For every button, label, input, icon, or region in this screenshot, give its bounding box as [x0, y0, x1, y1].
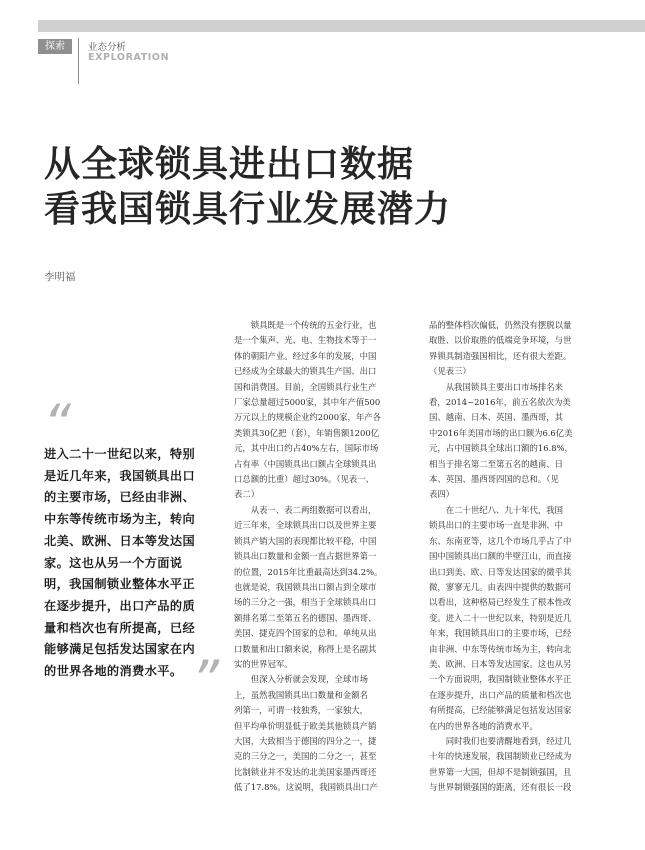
body-line: 中2016年美国市场的出口额为6.6亿美 [429, 427, 573, 438]
close-quote-icon: ” [191, 649, 213, 712]
title-line-1: 从全球锁具进出口数据 [44, 143, 415, 185]
body-line: 大国，大致相当于德国的四分之一，捷 [234, 735, 377, 746]
body-line: 万元以上的规模企业约2000家，年产各 [234, 412, 381, 423]
body-column-2 [429, 318, 606, 796]
body-line: 口数量和出口额来说，称得上是名副其 [234, 643, 377, 654]
pull-quote [44, 444, 222, 683]
body-line: （见表三） [429, 366, 471, 377]
body-line: 国和消费国。目前，全国锁具行业生产 [234, 381, 377, 392]
body-line: 额排名第二至第五名的德国、墨西哥、 [234, 612, 377, 623]
pull-quote-line: 明，我国制锁业整体水平正 [44, 577, 196, 592]
body-line: 微，寥寥无几。由表四中提供的数据可 [429, 581, 572, 592]
body-line: 锁具既是一个传统的五金行业，也 [234, 320, 377, 330]
body-line: 体的朝阳产业。经过多年的发展，中国 [234, 350, 377, 361]
body-line: 的位置，2015年比重最高达到34.2%。 [234, 566, 383, 577]
body-line: 低了17.8%。这说明，我国锁具出口产 [234, 782, 378, 793]
body-line: 国、越南、日本、英国、墨西哥，其 [429, 412, 563, 423]
article-title [44, 142, 624, 232]
header-divider [78, 38, 79, 84]
body-line: 表四） [429, 489, 455, 500]
body-line: 已经成为全球最大的锁具生产国、出口 [234, 366, 377, 377]
body-line: 元，其中出口约占40%左右，国际市场 [234, 443, 379, 454]
body-line: 但平均单价明显低于欧美其他锁具产销 [234, 720, 377, 731]
body-line: 与世界制锁强国的距离，还有很长一段 [429, 782, 572, 793]
pull-quote-line: 是近几年来，我国锁具出口 [44, 468, 196, 483]
body-line: 国中国锁具出口额的半壁江山，而直接 [429, 551, 572, 562]
body-line: 从我国锁具主要出口市场排名来 [429, 381, 563, 392]
body-line: 出口到美、欧、日等发达国家的微乎其 [429, 566, 572, 577]
pull-quote-line: 量和档次也有所提高，已经 [44, 620, 196, 635]
body-line: 锁具出口数量和金额一直占据世界第一 [234, 551, 377, 562]
body-line: 相当于排名第二至第五名的越南、日 [429, 458, 563, 469]
body-line: 类锁具30亿把（套），年销售额1200亿 [234, 427, 380, 438]
body-line: 美、欧洲、日本等发达国家。这也从另 [429, 658, 572, 669]
body-line: 品的整体档次偏低，仍然没有摆脱以量 [429, 320, 572, 330]
body-line: 上，虽然我国锁具出口数量和金额名 [234, 689, 368, 700]
body-line: 列第一，可谓一枝独秀，一家独大， [234, 705, 368, 716]
pull-quote-line: 的世界各地的消费水平。 [44, 664, 183, 679]
body-line: 锁具出口的主要市场一直是非洲、中 [429, 520, 563, 531]
body-line: 十年的快速发展，我国制锁业已经成为 [429, 751, 572, 762]
body-line: 世界第一大国，但却不是制锁强国，且 [429, 766, 572, 777]
body-line: 有所提高，已经能够满足包括发达国家 [429, 705, 572, 716]
body-line: 美国、捷克四个国家的总和。单纯从出 [234, 628, 377, 639]
pull-quote-line: 进入二十一世纪以来，特别 [44, 447, 196, 461]
body-line: 变。进入二十一世纪以来，特别是近几 [429, 612, 572, 623]
top-rule [38, 20, 645, 32]
body-line: 元，占中国锁具全球出口额的16.8%， [429, 443, 573, 454]
body-line: 口总额的比重）超过30%。（见表一、 [234, 474, 375, 485]
section-name-en: EXPLORATION [88, 52, 170, 63]
pull-quote-line: 家。这也从另一个方面说 [44, 555, 183, 570]
body-line: 在内的世界各地的消费水平。 [429, 720, 538, 731]
body-line: 实的世界冠军。 [234, 658, 293, 669]
open-quote-icon: “ [43, 393, 65, 456]
body-line: 但深入分析就会发现，全球市场 [234, 674, 368, 685]
body-line: 取胜、以价取胜的低端竞争环境，与世 [429, 335, 572, 346]
body-line: 占有率（中国锁具出口额占全球锁具出 [234, 458, 377, 469]
section-tag: 探索 [38, 39, 72, 54]
body-line: 从表一、表二两组数据可以看出， [234, 504, 377, 515]
pull-quote-line: 在逐步提升，出口产品的质 [44, 598, 196, 613]
body-line: 一个方面说明，我国制锁业整体水平正 [429, 674, 572, 685]
pull-quote-line: 北美、欧洲、日本等发达国 [44, 533, 196, 548]
body-line: 表二） [234, 489, 260, 500]
pull-quote-line: 的主要市场，已经由非洲、 [44, 490, 196, 505]
body-line: 也就是说，我国锁具出口额占到全球市 [234, 581, 377, 592]
body-line: 场的三分之一强，相当于全球锁具出口 [234, 597, 377, 608]
body-line: 看，2014~2016年，前五名依次为美 [429, 397, 571, 408]
body-line: 年来，我国锁具出口的主要市场，已经 [429, 628, 572, 639]
body-line: 是一个集声、光、电、生物技术等于一 [234, 335, 377, 346]
body-line: 以看出，这种格局已经发生了根本性改 [429, 597, 572, 608]
body-line: 锁具产销大国的表现都比较平稳，中国 [234, 535, 377, 546]
body-line: 在逐步提升，出口产品的质量和档次也 [429, 689, 572, 700]
body-line: 在二十世纪八、九十年代，我国 [429, 504, 563, 515]
body-line: 克的三分之一，美国的二分之一，甚至 [234, 751, 377, 762]
body-column-1 [234, 318, 411, 796]
pull-quote-line: 能够满足包括发达国家在内 [44, 642, 196, 657]
author-name: 李明福 [44, 271, 76, 283]
section-name: 业态分析 [88, 42, 127, 53]
body-line: 厂家总量超过5000家，其中年产值500 [234, 397, 381, 408]
pull-quote-line: 中东等传统市场为主，转向 [44, 512, 196, 527]
body-line: 界锁具制造强国相比，还有很大差距。 [429, 350, 572, 361]
body-line: 由非洲、中东等传统市场为主，转向北 [429, 643, 572, 654]
title-line-2: 看我国锁具行业发展潜力 [44, 188, 452, 230]
body-line: 同时我们也要清醒地看到，经过几 [429, 735, 572, 746]
body-line: 近三年来，全球锁具出口以及世界主要 [234, 520, 377, 531]
body-line: 比制锁业并不发达的北美国家墨西哥还 [234, 766, 377, 777]
body-line: 本、英国、墨西哥四国的总和。（见 [429, 474, 559, 485]
body-line: 东、东南亚等，这几个市场几乎占了中 [429, 535, 572, 546]
